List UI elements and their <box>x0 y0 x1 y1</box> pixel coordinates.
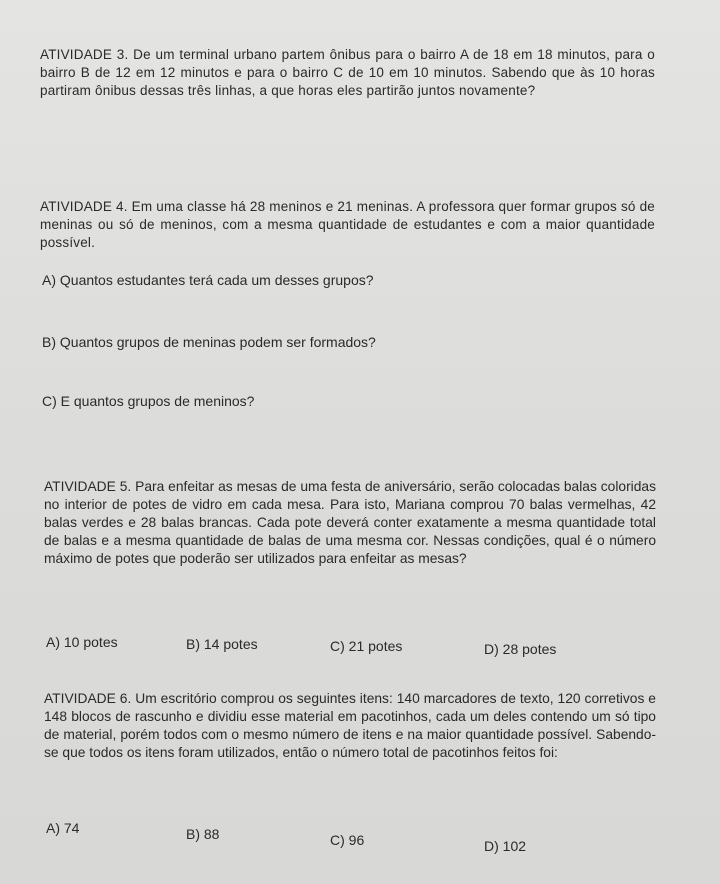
activity-6-option-d: D) 102 <box>484 838 527 854</box>
activity-5-option-c: C) 21 potes <box>330 638 403 654</box>
activity-4-question-a: A) Quantos estudantes terá cada um desses grupos? <box>42 272 374 288</box>
activity-6-option-c: C) 96 <box>330 832 365 848</box>
activity-5-text: ATIVIDADE 5. Para enfeitar as mesas de uma festa de aniversário, serão colocadas balas coloridas no interior de potes de vidro em cada mesa. Para isto, Mariana comprou 70 balas vermelhas, 42 balas verdes e 28 balas brancas. Cada pote deverá conter exatamente a mesma quantidade total de balas e a mesma quantidade de balas de uma mesma cor. Nessas condições, qual é o número máximo de potes que poderão ser utilizados para enfeitar as mesas? <box>44 479 656 566</box>
activity-4-question-b: B) Quantos grupos de meninas podem ser formados? <box>42 334 376 350</box>
activity-3-text: ATIVIDADE 3. De um terminal urbano partem ônibus para o bairro A de 18 em 18 minutos, para o bairro B de 12 em 12 minutos e para o bairro C de 10 em 10 minutos. Sabendo que às 10 horas partiram ônibus dessas três linhas, a que horas eles partirão juntos novamente? <box>40 47 655 98</box>
activity-5-option-b: B) 14 potes <box>186 636 258 652</box>
activity-5-option-d: D) 28 potes <box>484 641 557 657</box>
activity-6-option-b: B) 88 <box>186 826 220 842</box>
activity-6-text: ATIVIDADE 6. Um escritório comprou os seguintes itens: 140 marcadores de texto, 120 corretivos e 148 blocos de rascunho e dividiu esse material em pacotinhos, cada um deles contendo um só tipo de material, porém todos com o mesmo número de itens e na maior quantidade possível. Sabendo-se que todos os itens foram utilizados, então o número total de pacotinhos feitos foi: <box>44 691 656 760</box>
activity-4-question-c: C) E quantos grupos de meninos? <box>42 393 255 409</box>
activity-5-option-a: A) 10 potes <box>46 634 118 650</box>
activity-6-option-a: A) 74 <box>46 820 80 836</box>
activity-4-text: ATIVIDADE 4. Em uma classe há 28 meninos e 21 meninas. A professora quer formar grupos só de meninas ou só de meninos, com a mesma quantidade de estudantes e com a maior quantidade possível. <box>40 199 655 250</box>
